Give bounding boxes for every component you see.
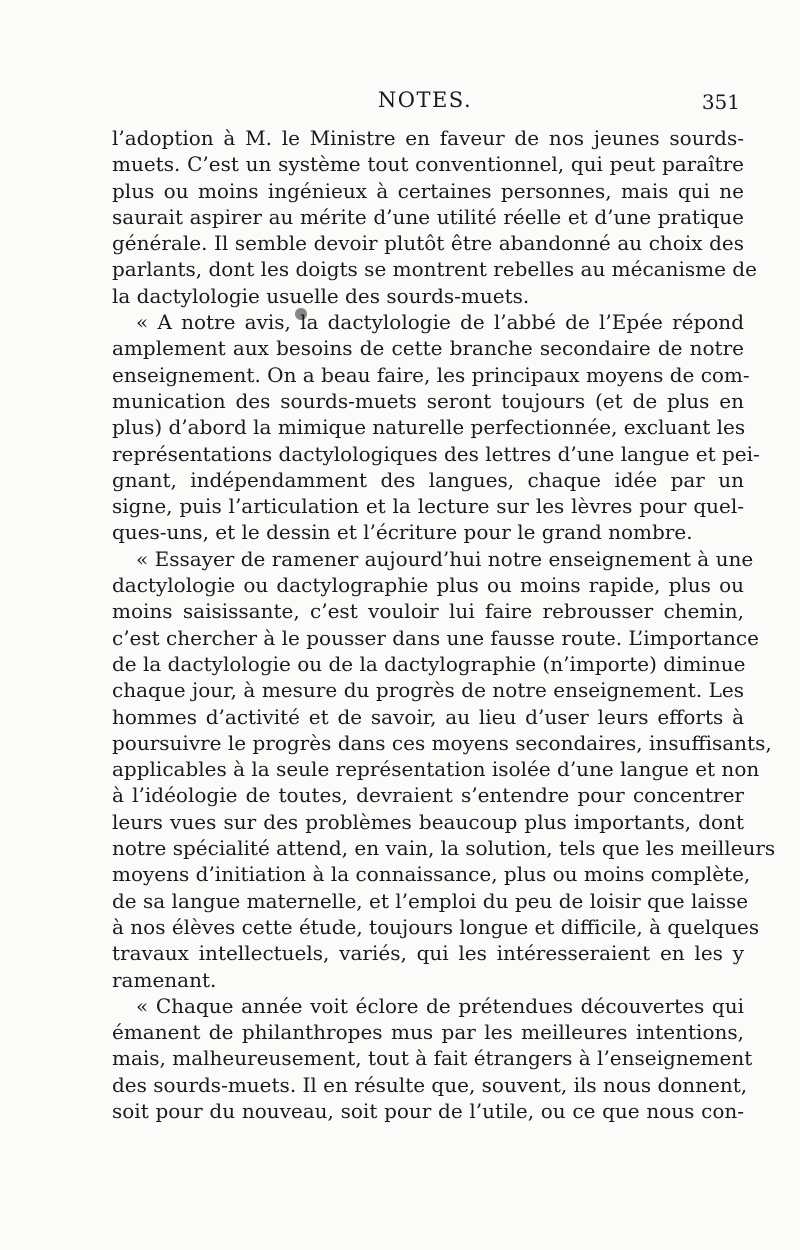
text-line: chaque jour, à mesure du progrès de notre enseignement. Les [112,678,744,703]
text-line: signe, puis l’articulation et la lecture sur les lèvres pour quel- [112,494,744,519]
text-line: à nos élèves cette étude, toujours longue et difficile, à quelques [112,914,760,939]
text-line: enseignement. On a beau faire, les principaux moyens de com- [112,362,750,387]
text-line: moyens d’initiation à la connaissance, plus ou moins complète, [112,862,751,887]
text-line: amplement aux besoins de cette branche secondaire de notre [112,336,744,361]
text-line: applicables à la seule représentation isolée d’une langue et non [112,757,760,782]
text-line: gnant, indépendamment des langues, chaque idée par un [112,467,744,492]
running-title: NOTES. [377,88,473,112]
text-line: notre spécialité attend, en vain, la solution, tels que les meilleurs [112,836,776,861]
body-text [112,125,776,1124]
text-line: générale. Il semble devoir plutôt être abandonné au choix des [112,231,744,256]
text-line: dactylologie ou dactylographie plus ou moins rapide, plus ou [112,573,744,598]
text-line: muets. C’est un système tout conventionnel, qui peut paraître [112,152,744,177]
text-line: plus) d’abord la mimique naturelle perfectionnée, excluant les [112,415,746,440]
text-line: des sourds-muets. Il en résulte que, souvent, ils nous donnent, [112,1072,748,1097]
text-line: de la dactylologie ou de la dactylographie (n’importe) diminue [112,651,746,676]
text-line: poursuivre le progrès dans ces moyens secondaires, insuffisants, [112,730,772,755]
text-line: ramenant. [112,967,217,992]
text-line: munication des sourds-muets seront toujours (et de plus en [112,388,744,413]
text-line: « Essayer de ramener aujourd’hui notre enseignement à une [136,546,754,571]
text-line: c’est chercher à le pousser dans une fausse route. L’importance [112,625,759,650]
text-line: « Chaque année voit éclore de prétendues découvertes qui [136,993,744,1018]
text-line: « A notre avis, la dactylologie de l’abbé de l’Epée répond [136,310,744,335]
running-header [110,88,740,118]
text-line: la dactylologie usuelle des sourds-muets. [112,283,530,308]
page-number: 351 [701,90,740,114]
text-line: travaux intellectuels, variés, qui les intéresseraient en les y [112,941,744,966]
text-line: représentations dactylologiques des lettres d’une langue et pei- [112,441,760,466]
text-line: parlants, dont les doigts se montrent rebelles au mécanisme de [112,257,757,282]
text-line: leurs vues sur des problèmes beaucoup plus importants, dont [112,809,744,834]
text-line: soit pour du nouveau, soit pour de l’utile, ou ce que nous con- [112,1098,744,1123]
text-line: hommes d’activité et de savoir, au lieu d’user leurs efforts à [112,704,744,729]
text-line: l’adoption à M. le Ministre en faveur de nos jeunes sourds- [112,126,744,150]
text-line: émanent de philanthropes mus par les meilleures intentions, [112,1020,744,1045]
text-line: moins saisissante, c’est vouloir lui faire rebrousser chemin, [112,599,744,624]
text-line: plus ou moins ingénieux à certaines personnes, mais qui ne [112,178,744,203]
text-line: à l’idéologie de toutes, devraient s’entendre pour concentrer [112,783,744,808]
text-line: ques-uns, et le dessin et l’écriture pour le grand nombre. [112,520,693,545]
text-line: de sa langue maternelle, et l’emploi du peu de loisir que laisse [112,888,749,913]
text-line: saurait aspirer au mérite d’une utilité réelle et d’une pratique [112,204,744,229]
text-line: mais, malheureusement, tout à fait étrangers à l’enseignement [112,1046,753,1071]
